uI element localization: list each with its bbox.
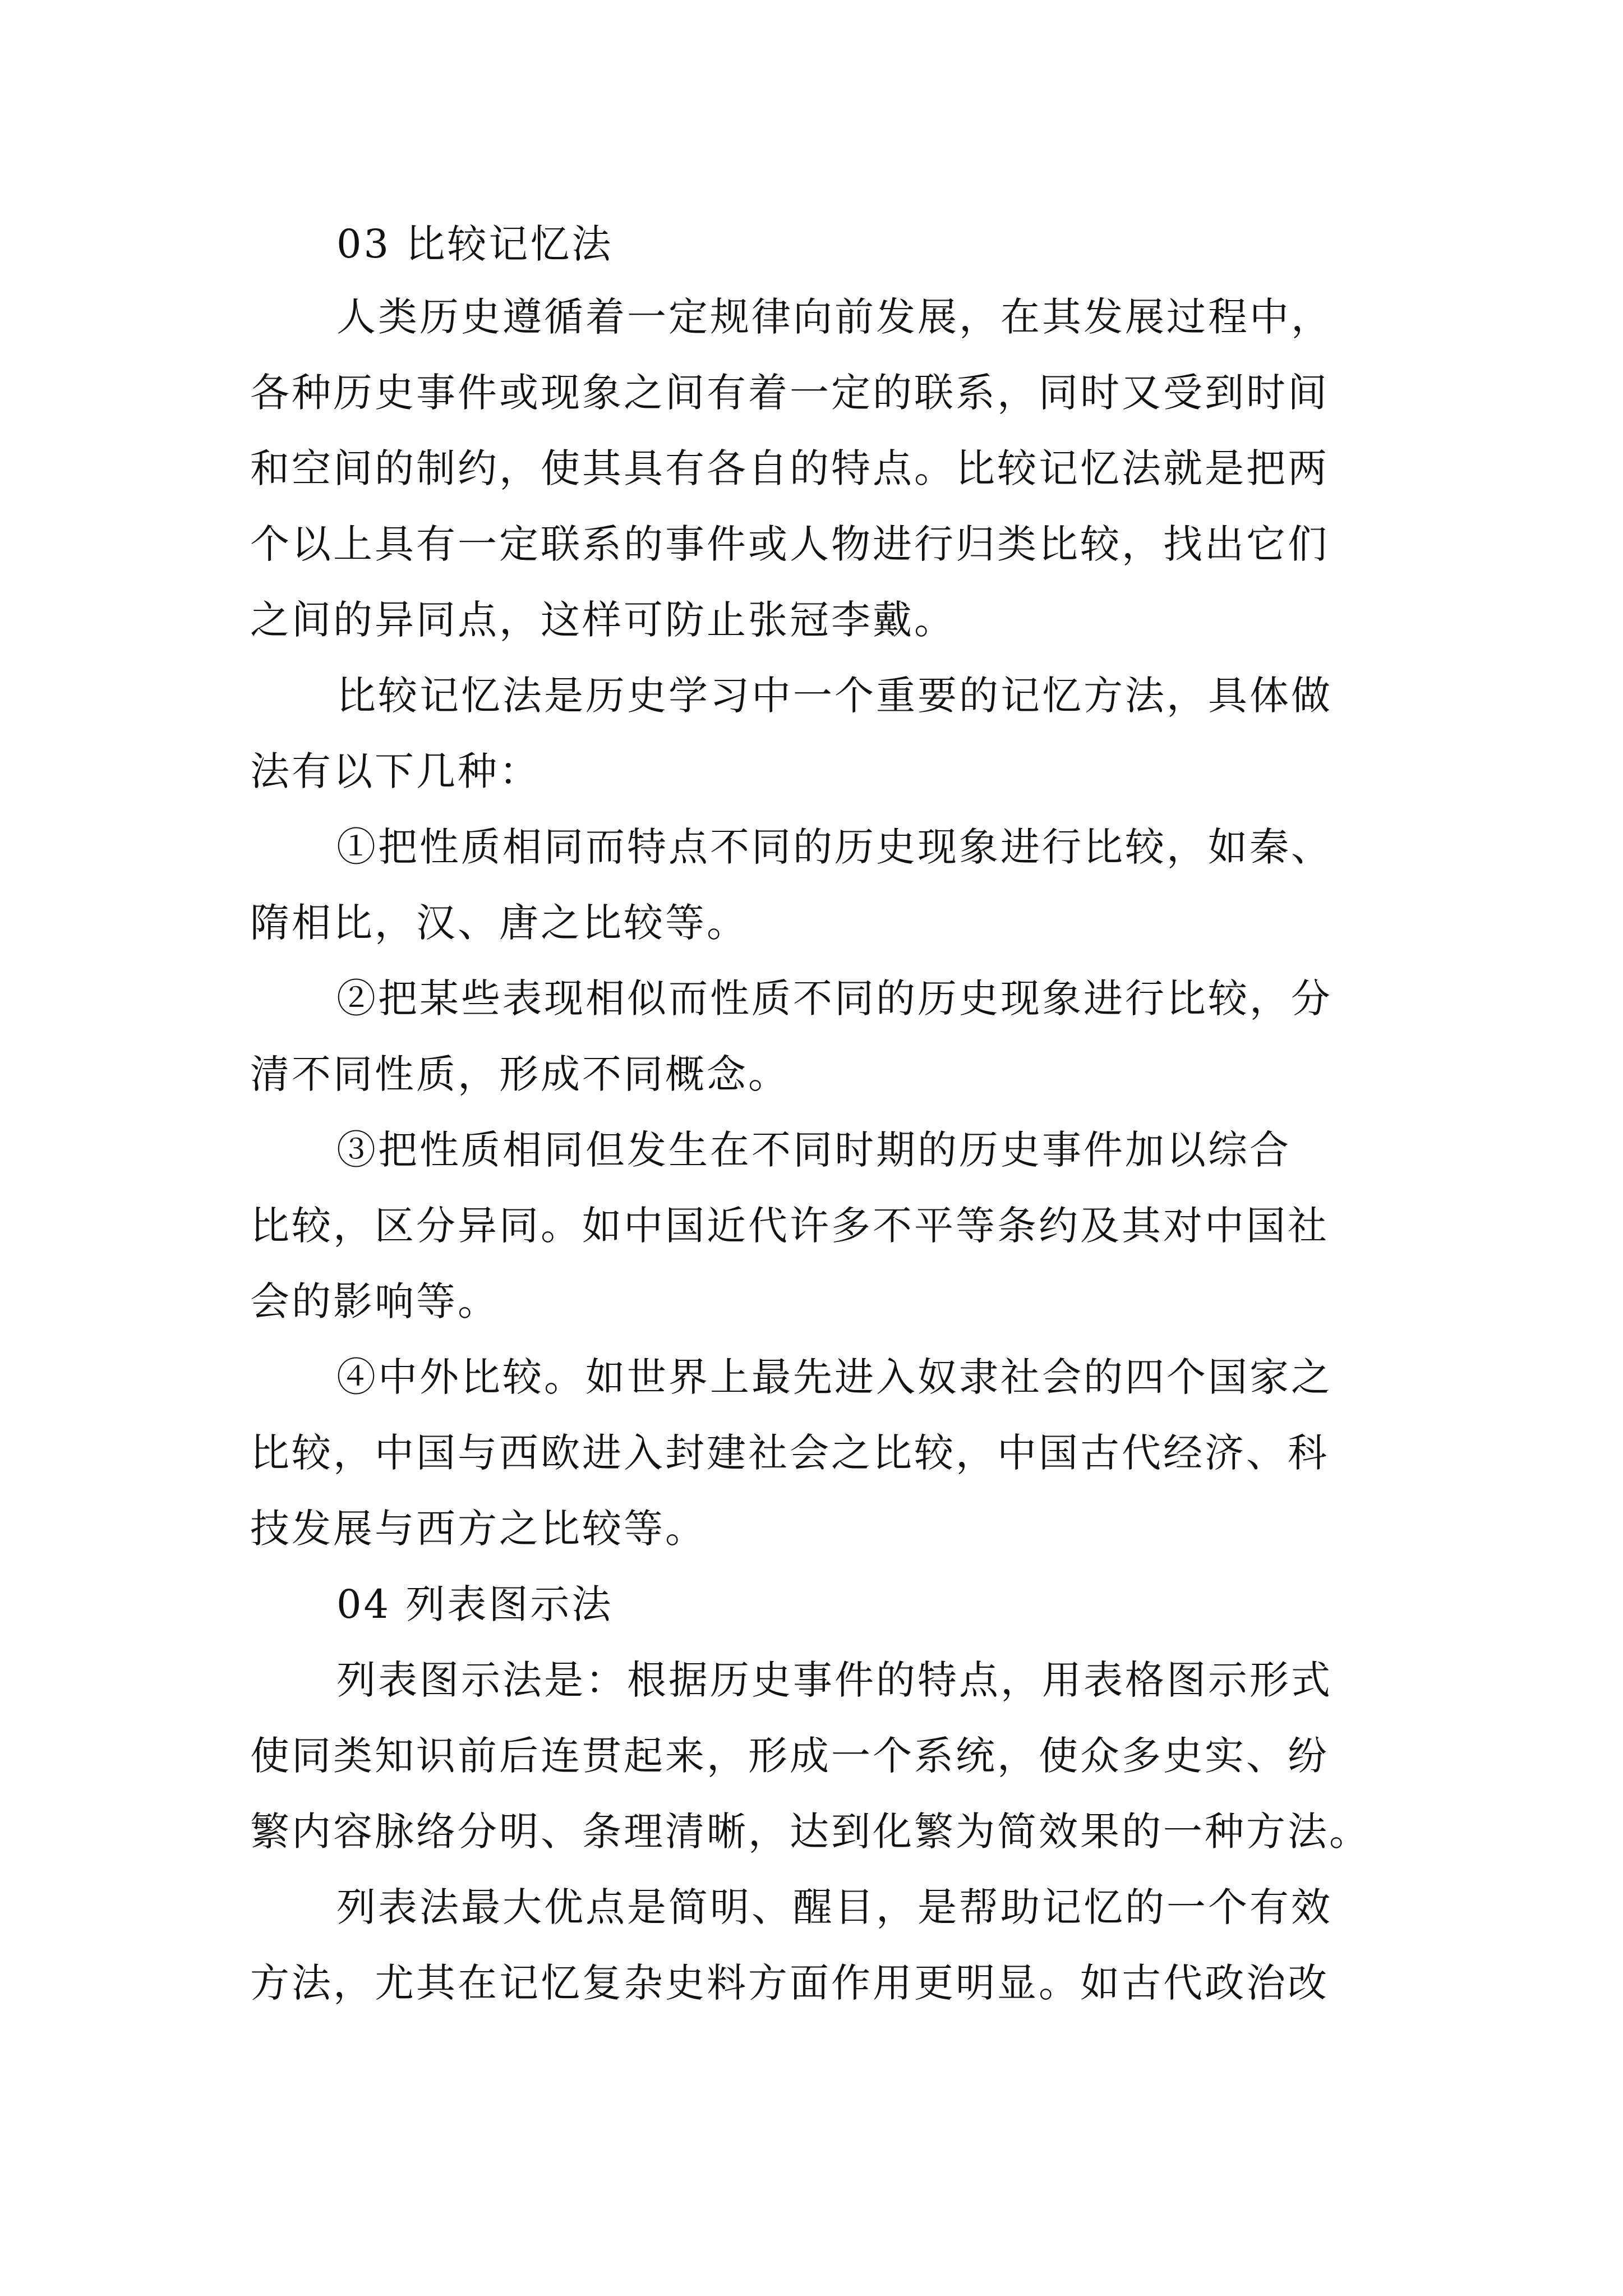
paragraph-line: 各种历史事件或现象之间有着一定的联系，同时又受到时间 [250,370,1329,416]
list-item-1-line: 隋相比，汉、唐之比较等。 [250,900,748,946]
paragraph-line: 法有以下几种： [250,748,541,794]
section-heading-04: 04 列表图示法 [336,1581,614,1627]
section-heading-03: 03 比较记忆法 [336,221,614,267]
paragraph-line: 方法，尤其在记忆复杂史料方面作用更明显。如古代政治改 [250,1960,1329,2006]
list-item-1-line: ①把性质相同而特点不同的历史现象进行比较，如秦、 [336,824,1332,870]
list-item-2-line: ②把某些表现相似而性质不同的历史现象进行比较，分 [336,976,1332,1022]
list-item-3-line: 比较，区分异同。如中国近代许多不平等条约及其对中国社 [250,1203,1329,1249]
paragraph-line: 列表图示法是：根据历史事件的特点，用表格图示形式 [336,1657,1332,1703]
paragraph-line: 比较记忆法是历史学习中一个重要的记忆方法，具体做 [336,673,1332,719]
paragraph-line: 人类历史遵循着一定规律向前发展，在其发展过程中， [336,294,1332,340]
paragraph-line: 和空间的制约，使其具有各自的特点。比较记忆法就是把两 [250,445,1329,491]
list-item-3-line: 会的影响等。 [250,1278,499,1324]
paragraph-line: 之间的异同点，这样可防止张冠李戴。 [250,597,956,643]
paragraph-line: 个以上具有一定联系的事件或人物进行归类比较，找出它们 [250,521,1329,567]
list-item-3-line: ③把性质相同但发生在不同时期的历史事件加以综合 [336,1127,1291,1173]
paragraph-line: 使同类知识前后连贯起来，形成一个系统，使众多史实、纷 [250,1733,1329,1779]
list-item-4-line: 比较，中国与西欧进入封建社会之比较，中国古代经济、科 [250,1430,1329,1476]
list-item-4-line: ④中外比较。如世界上最先进入奴隶社会的四个国家之 [336,1354,1332,1400]
paragraph-line: 繁内容脉络分明、条理清晰，达到化繁为简效果的一种方法。 [250,1809,1371,1855]
paragraph-line: 列表法最大优点是简明、醒目，是帮助记忆的一个有效 [336,1884,1332,1930]
list-item-4-line: 技发展与西方之比较等。 [250,1506,707,1552]
list-item-2-line: 清不同性质，形成不同概念。 [250,1051,790,1097]
